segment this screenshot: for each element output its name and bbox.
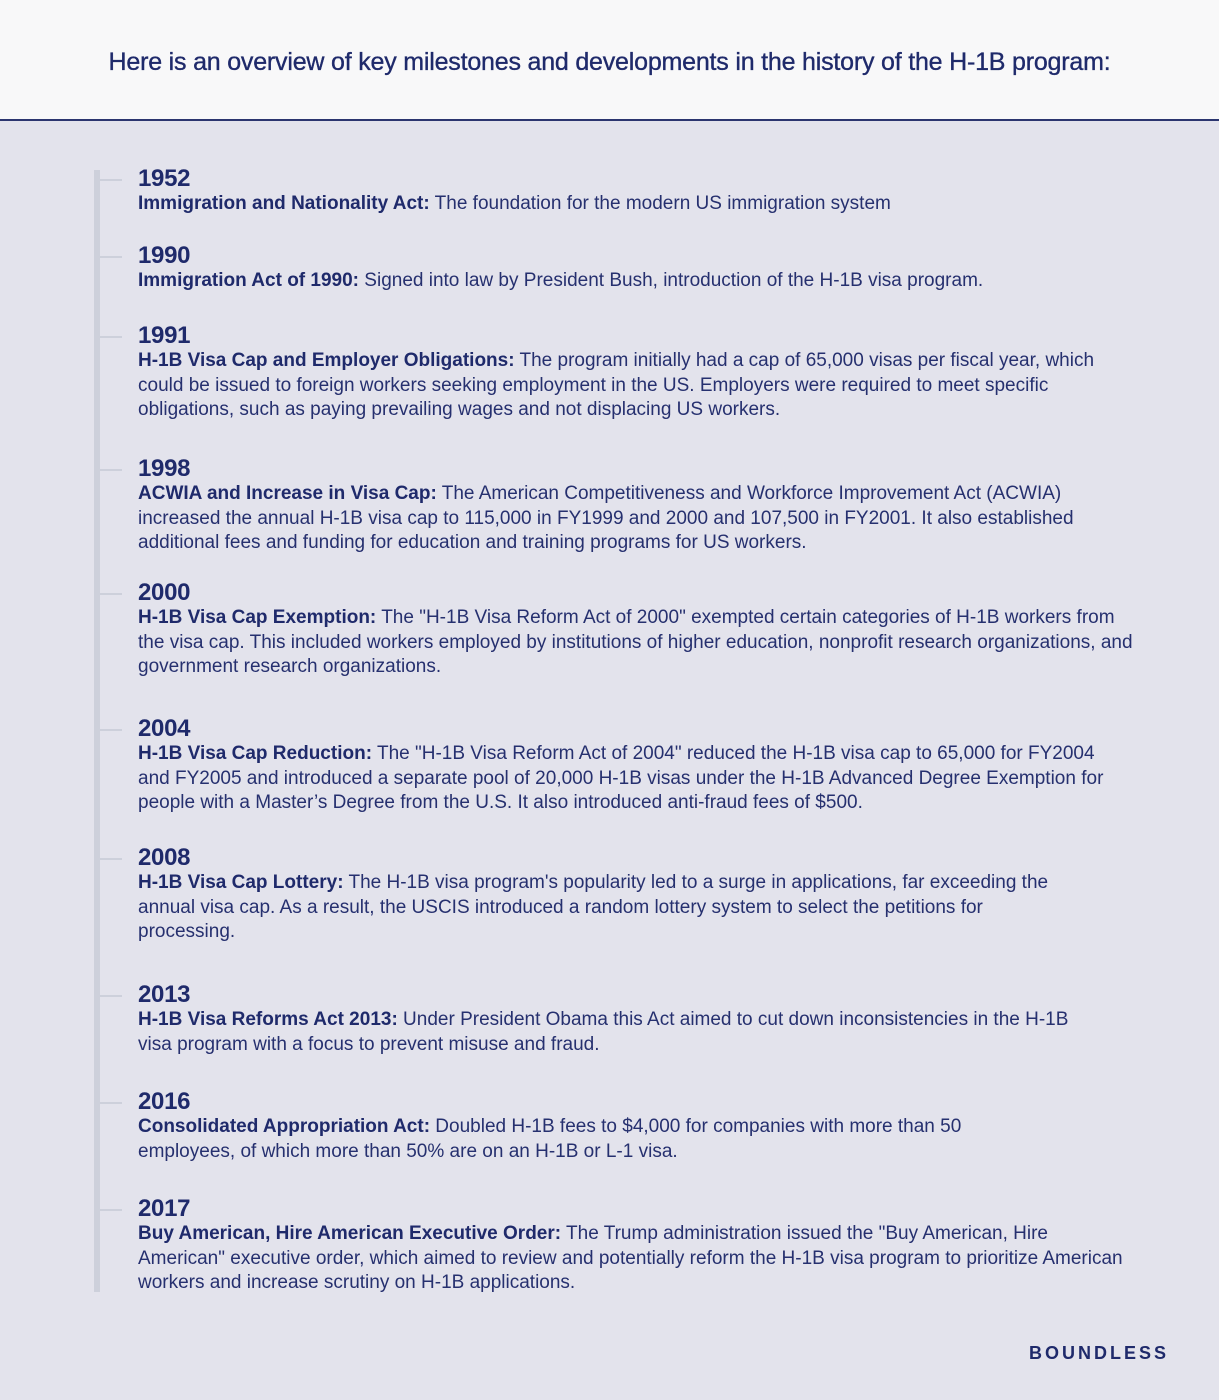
entry-description xyxy=(138,1115,1048,1164)
entry-description xyxy=(138,742,1123,816)
timeline-entry-2013 xyxy=(138,982,1098,1057)
timeline-tick xyxy=(100,1209,122,1211)
entry-year: 2000 xyxy=(138,579,191,606)
entry-year: 2016 xyxy=(138,1088,191,1115)
entry-description xyxy=(138,192,1118,217)
timeline-tick xyxy=(100,469,122,471)
timeline-entry-2004 xyxy=(138,716,1123,816)
entry-text: The Trump administration issued the "Buy American, Hire American" executive order, which aimed to review and potentially reform the H-1B visa program to prioritize American workers and increase scrutiny on H-1B applications. xyxy=(138,1223,1123,1293)
timeline-entry-1998 xyxy=(138,456,1083,556)
timeline-entry-1990 xyxy=(138,243,1118,294)
timeline-tick xyxy=(100,179,122,181)
page-title: Here is an overview of key milestones and developments in the history of the H-1B program: xyxy=(108,48,1111,76)
entry-label: Buy American, Hire American Executive Order: xyxy=(138,1223,562,1244)
entry-description xyxy=(138,1008,1098,1057)
entry-year: 1998 xyxy=(138,455,191,482)
entry-description xyxy=(138,871,1083,945)
entry-text: Doubled H-1B fees to $4,000 for companies with more than 50 employees, of which more than 50% are on an H-1B or L-1 visa. xyxy=(138,1116,962,1162)
entry-label: H-1B Visa Cap Reduction: xyxy=(138,743,373,764)
timeline-tick xyxy=(100,593,122,595)
entry-description xyxy=(138,606,1133,680)
timeline-entry-2000 xyxy=(138,580,1133,680)
entry-label: Immigration and Nationality Act: xyxy=(138,193,430,214)
timeline-tick xyxy=(100,336,122,338)
entry-year: 2008 xyxy=(138,844,191,871)
timeline-entry-2017 xyxy=(138,1196,1133,1296)
entry-label: H-1B Visa Reforms Act 2013: xyxy=(138,1009,398,1030)
entry-description xyxy=(138,482,1083,556)
timeline-tick xyxy=(100,729,122,731)
entry-label: Consolidated Appropriation Act: xyxy=(138,1116,431,1137)
brand-logo: BOUNDLESS xyxy=(1028,1343,1169,1363)
timeline-entry-2016 xyxy=(138,1089,1048,1164)
entry-label: H-1B Visa Cap Lottery: xyxy=(138,872,344,893)
entry-label: H-1B Visa Cap Exemption: xyxy=(138,607,377,628)
entry-text: The foundation for the modern US immigration system xyxy=(429,193,891,214)
timeline-tick xyxy=(100,995,122,997)
entry-description xyxy=(138,269,1118,294)
entry-description xyxy=(138,1222,1133,1296)
timeline-entry-1991 xyxy=(138,323,1123,423)
entry-year: 1991 xyxy=(138,322,191,349)
entry-text: The American Competitiveness and Workforce Improvement Act (ACWIA) increased the annual H-1B visa cap to 115,000 in FY1999 and 2000 and 107,500 in FY2001. It also established additional fees and funding for education and training programs for US workers. xyxy=(138,483,1074,553)
entry-text: The program initially had a cap of 65,000 visas per fiscal year, which could be issued to foreign workers seeking employment in the US. Employers were required to meet specific obligations, such as paying prevailing wages and not displacing US workers. xyxy=(138,350,1095,420)
timeline-entry-2008 xyxy=(138,845,1083,945)
entry-label: H-1B Visa Cap and Employer Obligations: xyxy=(138,350,515,371)
entry-text: Signed into law by President Bush, introduction of the H-1B visa program. xyxy=(359,270,984,291)
entry-year: 2013 xyxy=(138,981,191,1008)
timeline-line xyxy=(94,170,100,1292)
entry-year: 1952 xyxy=(138,165,191,192)
header xyxy=(0,0,1219,121)
entry-text: The H-1B visa program's popularity led to a surge in applications, far exceeding the annual visa cap. As a result, the USCIS introduced a random lottery system to select the petitions for processing. xyxy=(138,872,1049,942)
timeline-entry-1952 xyxy=(138,166,1118,217)
entry-text: The "H-1B Visa Reform Act of 2000" exempted certain categories of H-1B workers from the visa cap. This included workers employed by institutions of higher education, nonprofit research organizations, and government research organizations. xyxy=(138,607,1133,677)
entry-text: Under President Obama this Act aimed to cut down inconsistencies in the H-1B visa program with a focus to prevent misuse and fraud. xyxy=(138,1009,1069,1055)
timeline-tick xyxy=(100,1102,122,1104)
entry-text: The "H-1B Visa Reform Act of 2004" reduced the H-1B visa cap to 65,000 for FY2004 and FY2005 and introduced a separate pool of 20,000 H-1B visas under the H-1B Advanced Degree Exemption for people with a Master’s Degree from the U.S. It also introduced anti-fraud fees of $500. xyxy=(138,743,1104,813)
entry-description xyxy=(138,349,1123,423)
entry-year: 2004 xyxy=(138,715,191,742)
entry-year: 1990 xyxy=(138,242,191,269)
timeline-tick xyxy=(100,256,122,258)
entry-label: ACWIA and Increase in Visa Cap: xyxy=(138,483,437,504)
entry-label: Immigration Act of 1990: xyxy=(138,270,360,291)
timeline-tick xyxy=(100,858,122,860)
entry-year: 2017 xyxy=(138,1195,191,1222)
